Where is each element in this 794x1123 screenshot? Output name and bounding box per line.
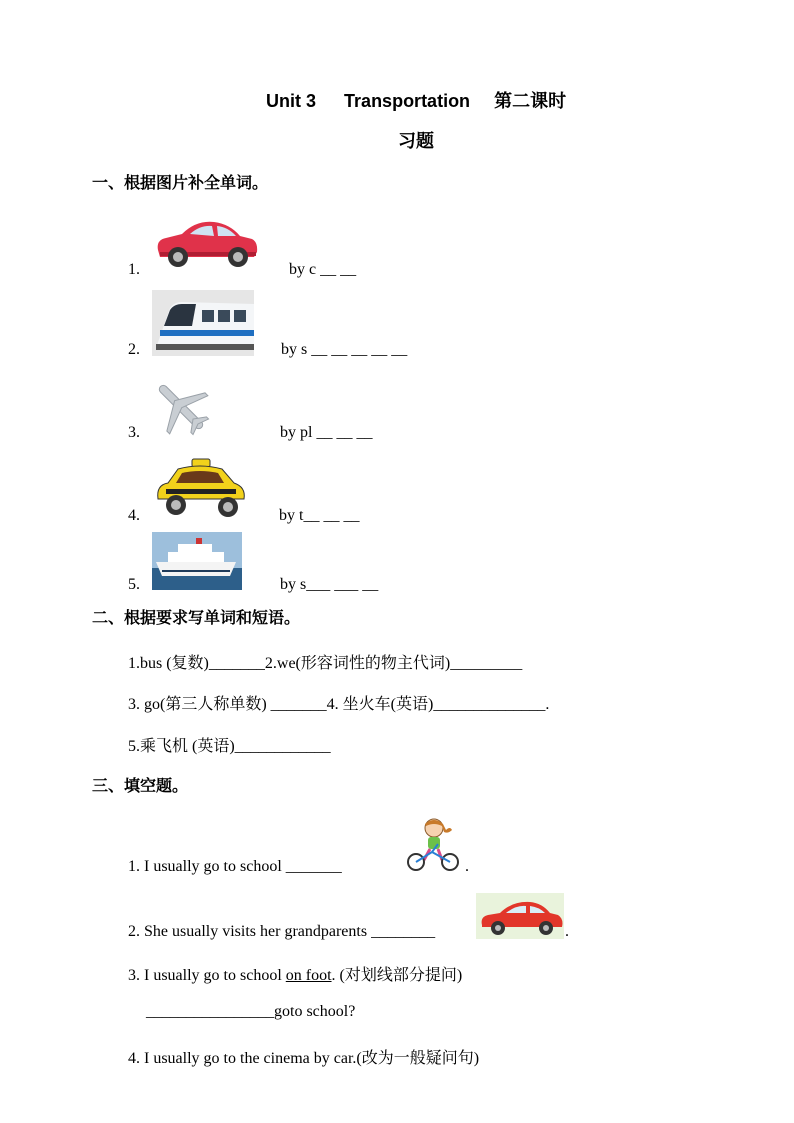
car-icon — [152, 212, 260, 270]
item-text: by pl __ __ __ — [280, 424, 373, 441]
taxi-icon — [152, 455, 248, 521]
lesson-label: 第二课时 — [494, 91, 567, 112]
exercise-line: 1.bus (复数)_______2.we(形容词性的物主代词)_________ — [128, 655, 523, 672]
question-3 — [128, 962, 462, 985]
item-text: by t__ __ __ — [279, 507, 360, 524]
item-number: 3. — [128, 424, 140, 441]
item-number: 4. — [128, 507, 140, 524]
question-2: 2. She usually visits her grandparents ________ — [128, 923, 436, 940]
question-3-answer-line: ________________goto school? — [146, 1003, 356, 1020]
question-4: 4. I usually go to the cinema by car.(改为一般疑问句) — [128, 1050, 480, 1067]
question-3-after: . (对划线部分提问) — [331, 967, 463, 984]
item-text: by c __ __ — [289, 261, 357, 278]
page-title — [266, 87, 566, 113]
item-number: 2. — [128, 341, 140, 358]
car-icon — [476, 893, 564, 939]
question-2-end: . — [565, 923, 569, 940]
section-1-heading: 一、根据图片补全单词。 — [92, 173, 269, 192]
section-2-heading: 二、根据要求写单词和短语。 — [92, 608, 301, 627]
item-text: by s___ ___ __ — [280, 576, 379, 593]
exercise-line: 5.乘飞机 (英语)____________ — [128, 738, 331, 755]
item-text: by s __ __ __ __ __ — [281, 341, 408, 358]
ship-icon — [152, 532, 242, 590]
subway-train-icon — [152, 290, 254, 356]
item-number: 5. — [128, 576, 140, 593]
question-3-underlined: on foot — [285, 967, 332, 984]
question-1-end: . — [465, 858, 469, 875]
exercise-line: 3. go(第三人称单数) _______4. 坐火车(英语)______________. — [128, 696, 550, 713]
question-3-before: 3. I usually go to school — [128, 967, 286, 984]
unit-label: Unit 3 — [266, 91, 317, 111]
question-1: 1. I usually go to school _______ — [128, 858, 342, 875]
girl-riding-bike-icon — [404, 814, 464, 872]
item-number: 1. — [128, 261, 140, 278]
topic-label: Transportation — [344, 91, 471, 111]
section-3-heading: 三、填空题。 — [92, 776, 189, 795]
page-subtitle: 习题 — [398, 131, 434, 152]
plane-icon — [150, 376, 212, 438]
